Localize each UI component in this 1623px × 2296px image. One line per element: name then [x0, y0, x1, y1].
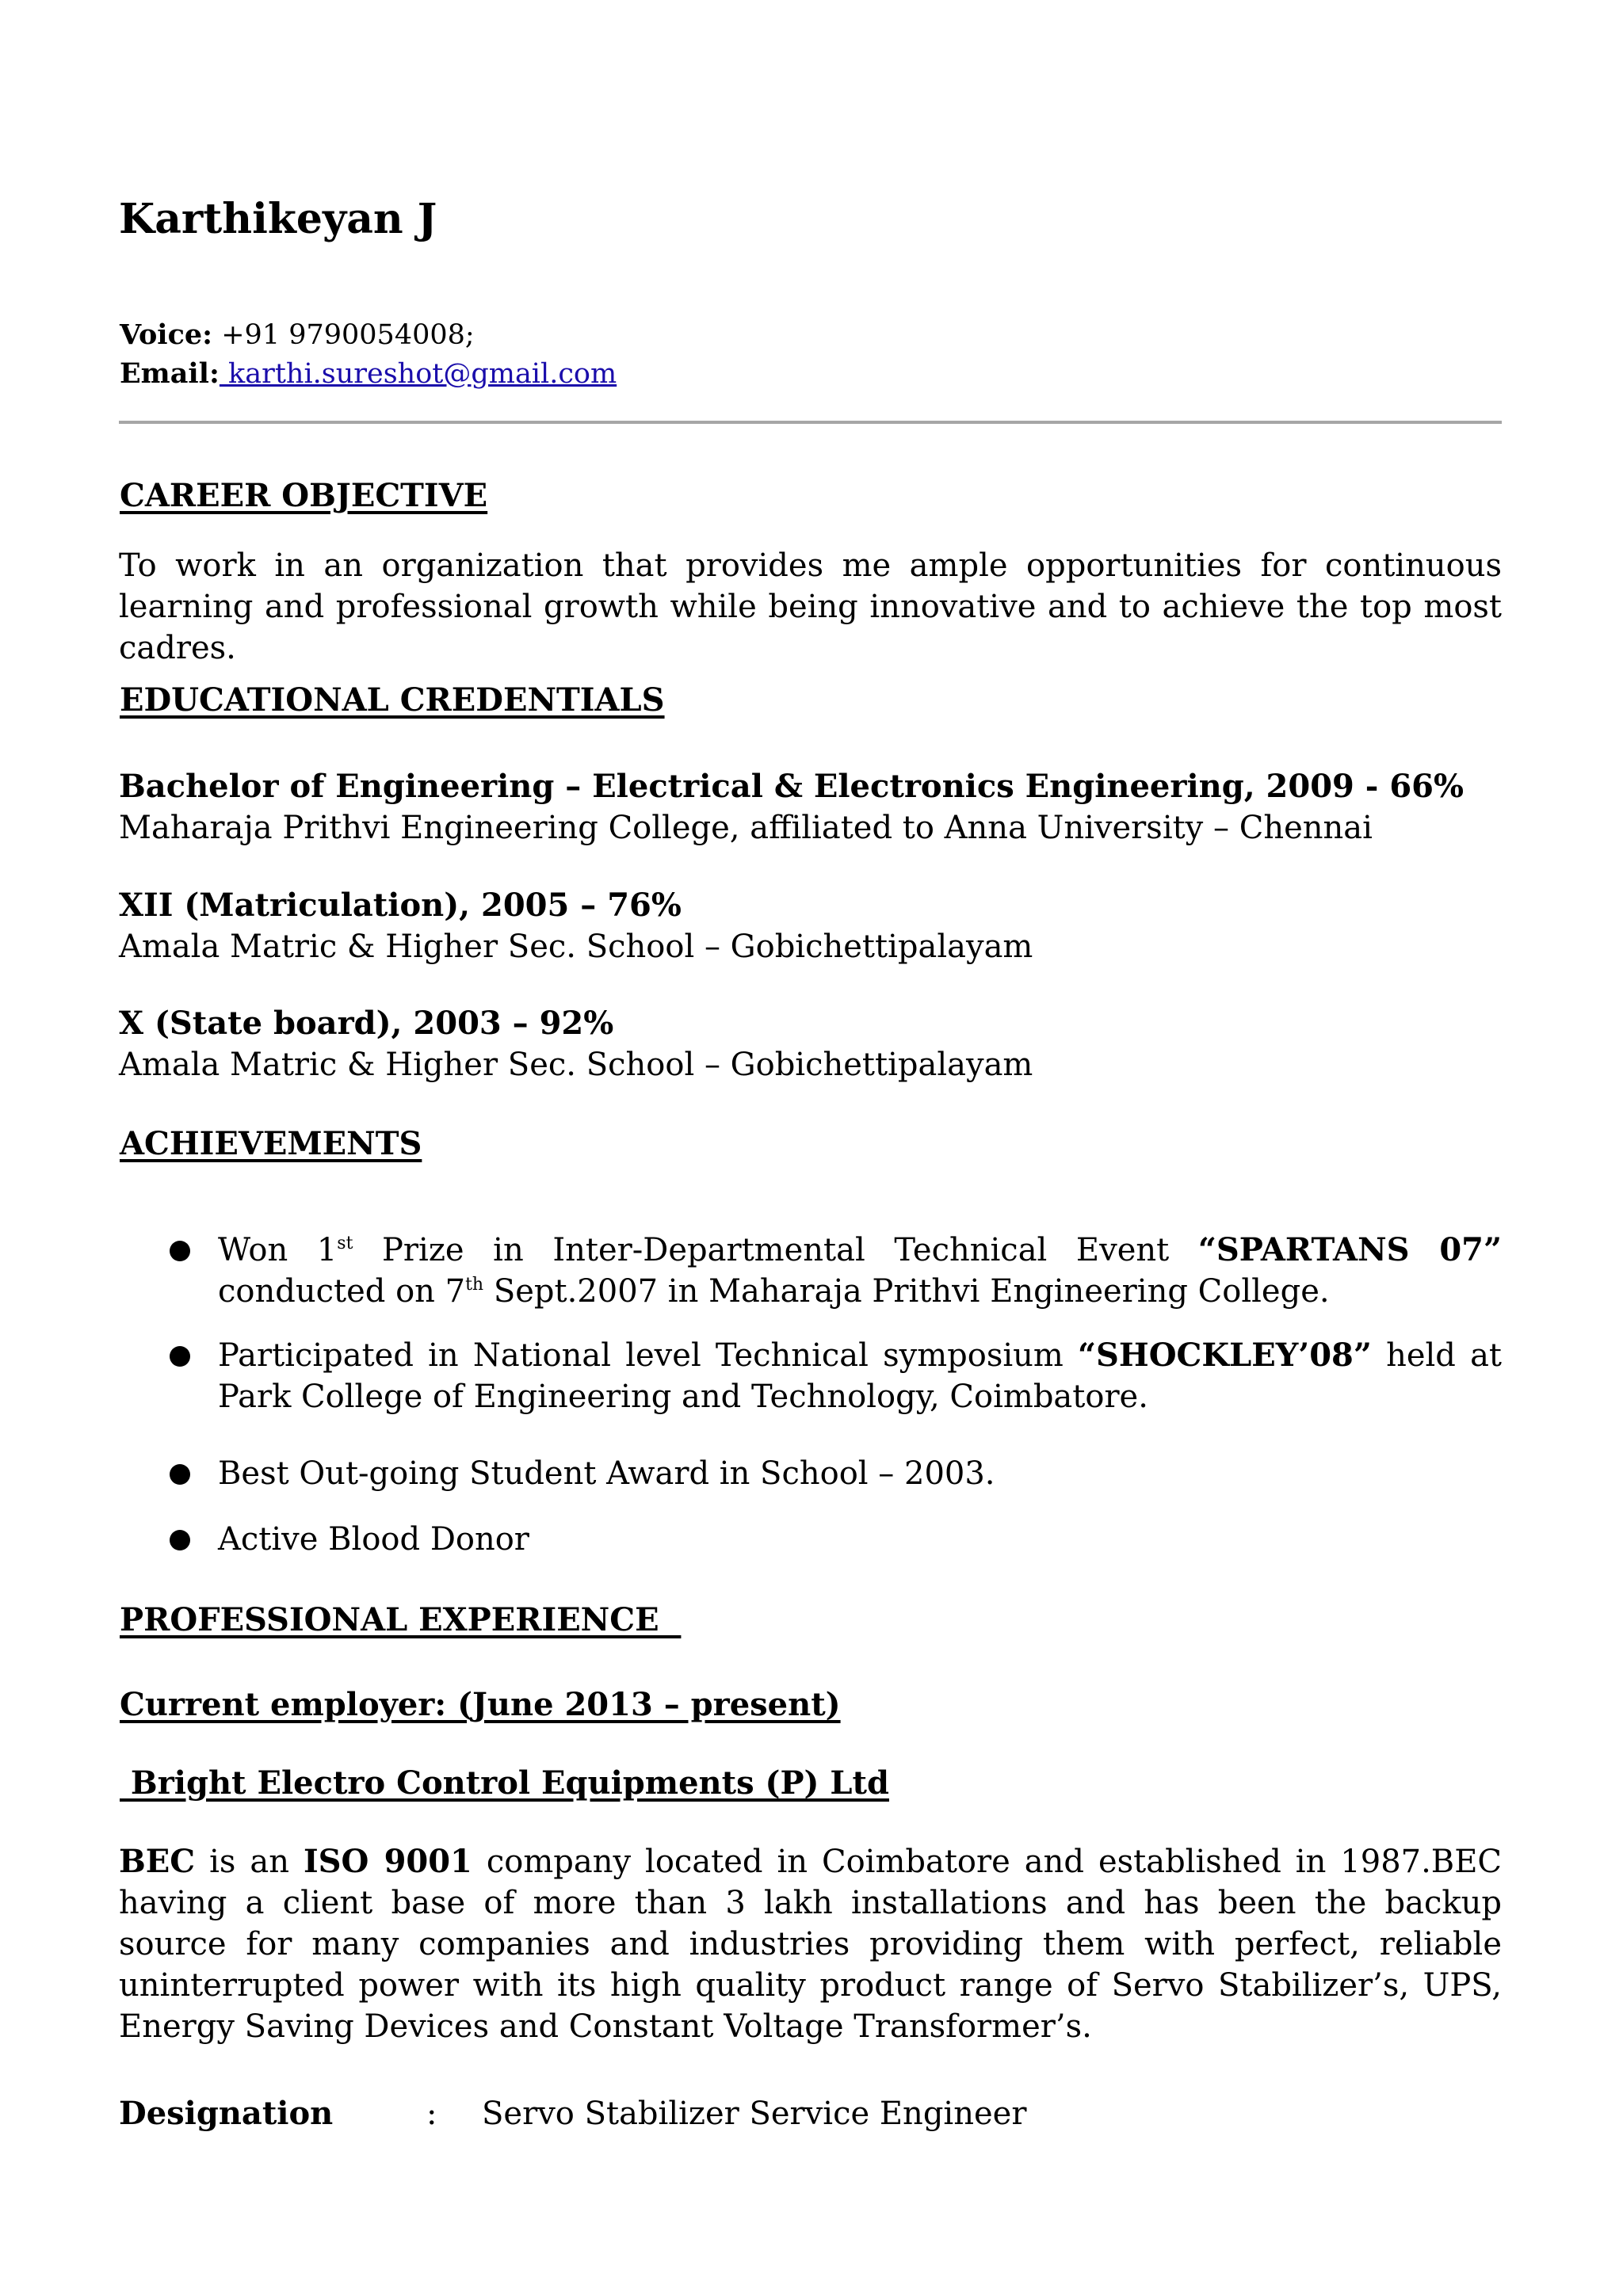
event-name: “SPARTANS 07” [1197, 1231, 1502, 1268]
education-institution: Maharaja Prithvi Engineering College, affiliated to Anna University – Chennai [119, 810, 1373, 846]
designation-label: Designation [119, 2095, 334, 2132]
list-item [168, 1230, 1502, 1312]
company-description [119, 1841, 1502, 2047]
education-item [119, 885, 1033, 967]
education-degree: X (State board), 2003 – 92% [119, 1005, 614, 1042]
event-name: “SHOCKLEY’08” [1078, 1337, 1372, 1374]
voice-label: Voice: [120, 318, 213, 351]
designation-value: Servo Stabilizer Service Engineer [482, 2096, 1027, 2132]
email-label: Email: [120, 357, 220, 390]
ordinal-suffix: th [465, 1275, 484, 1295]
achievement-text: Active Blood Donor [218, 1521, 529, 1558]
achievement-text: conducted on 7 [218, 1273, 466, 1310]
list-item [168, 1335, 1502, 1417]
email-link[interactable]: karthi.sureshot@gmail.com [219, 358, 617, 390]
company-abbrev: BEC [119, 1843, 196, 1880]
achievement-text: held at Park College of Engineering and Technology, Coimbatore. [218, 1337, 1502, 1415]
certification: ISO 9001 [303, 1843, 472, 1880]
education-item [119, 1003, 1033, 1085]
bullet-icon [170, 1346, 190, 1367]
bullet-icon [170, 1464, 190, 1485]
education-institution: Amala Matric & Higher Sec. School – Gobichettipalayam [119, 929, 1033, 965]
description-text: is an [195, 1844, 304, 1880]
email-line [120, 357, 617, 390]
designation-row [119, 2095, 1026, 2132]
education-heading: EDUCATIONAL CREDENTIALS [120, 681, 665, 719]
education-institution: Amala Matric & Higher Sec. School – Gobichettipalayam [119, 1047, 1033, 1083]
description-text: company located in Coimbatore and established in 1987.BEC having a client base of more than 3 lakh installations and has been the backup source for many companies and industries providing them with perfect, reliable uninterrupted power with its high quality product range of Servo Stabilizer’s, UPS, Energy Saving Devices and Constant Voltage Transformer’s. [119, 1844, 1503, 2045]
achievements-list [168, 1335, 1502, 1417]
company-name: Bright Electro Control Equipments (P) Ltd [120, 1764, 889, 1802]
header-divider [119, 421, 1502, 424]
candidate-name: Karthikeyan J [119, 195, 437, 243]
bullet-icon [170, 1530, 190, 1550]
achievement-text: Won 1 [218, 1232, 338, 1268]
voice-line [120, 318, 475, 351]
career-objective-text: To work in an organization that provides me ample opportunities for continuous learning and professional growth while being innovative and to achieve the top most cadres. [119, 547, 1502, 666]
experience-heading: PROFESSIONAL EXPERIENCE [120, 1601, 682, 1638]
achievement-text: Best Out-going Student Award in School – 2003. [218, 1455, 995, 1492]
achievement-text: Sept.2007 in Maharaja Prithvi Engineering College. [483, 1273, 1330, 1310]
list-item [168, 1453, 1502, 1494]
achievements-list [168, 1519, 1502, 1560]
list-item [168, 1519, 1502, 1560]
achievements-list [168, 1230, 1502, 1312]
voice-value: +91 9790054008; [212, 319, 475, 351]
ordinal-suffix: st [337, 1234, 353, 1253]
achievement-text: Participated in National level Technical symposium [218, 1337, 1078, 1374]
bullet-icon [170, 1241, 190, 1261]
current-employer-heading: Current employer: (June 2013 – present) [120, 1686, 841, 1723]
career-objective-heading: CAREER OBJECTIVE [120, 477, 488, 514]
achievements-heading: ACHIEVEMENTS [120, 1125, 422, 1162]
education-degree: Bachelor of Engineering – Electrical & Electronics Engineering, 2009 - 66% [119, 768, 1464, 805]
achievement-text: Prize in Inter-Departmental Technical Event [353, 1232, 1198, 1268]
designation-colon: : [426, 2096, 437, 2132]
achievements-list [168, 1453, 1502, 1494]
education-item [119, 766, 1464, 849]
education-degree: XII (Matriculation), 2005 – 76% [119, 887, 682, 924]
